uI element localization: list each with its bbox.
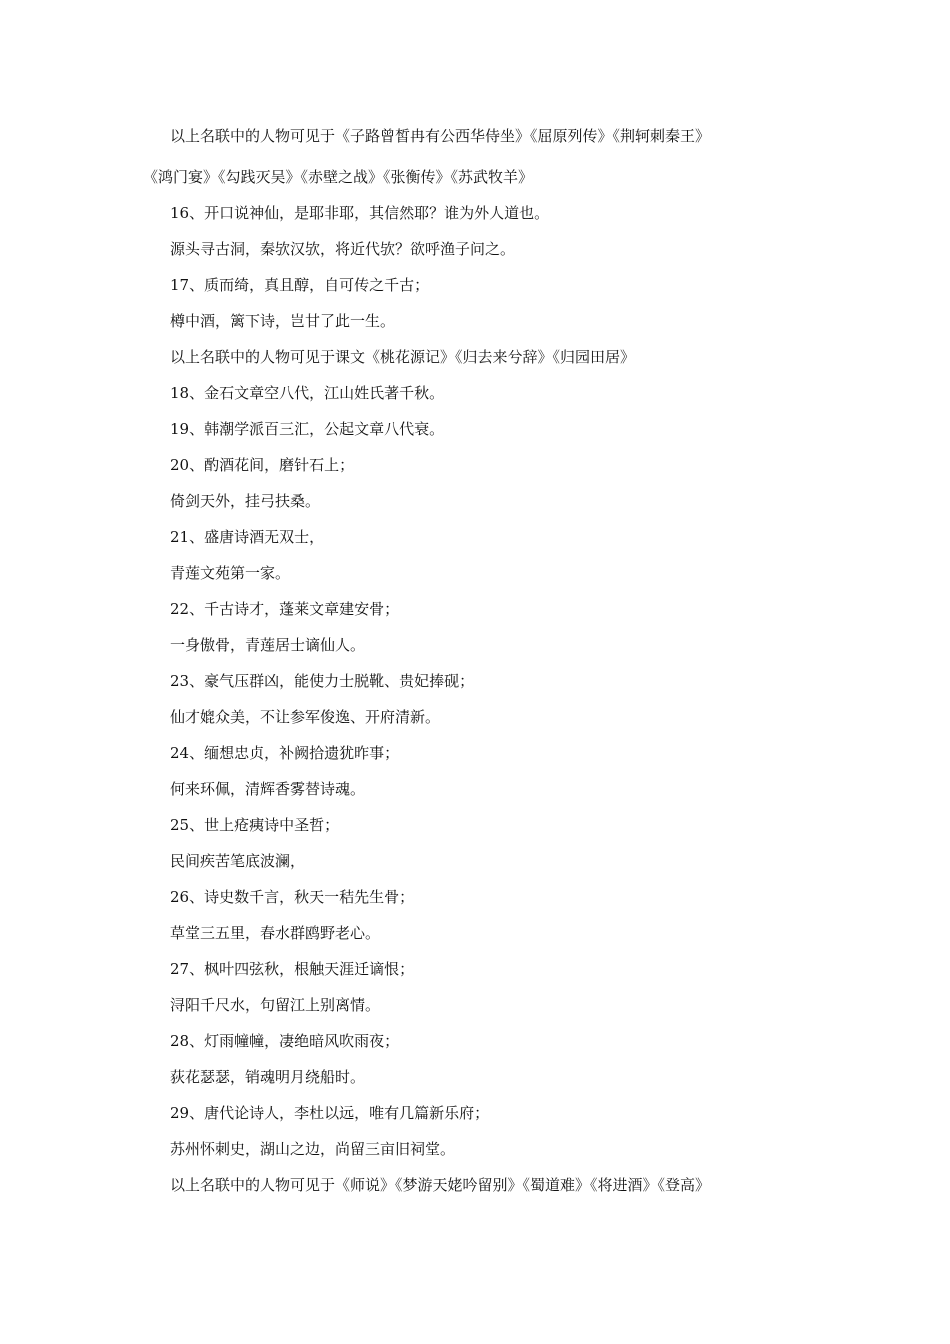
text-line: 倚剑天外，挂弓扶桑。	[170, 492, 321, 510]
text-line: 19、韩潮学派百三汇，公起文章八代衰。	[170, 420, 445, 438]
text-line: 以上名联中的人物可见于课文《桃花源记》《归去来兮辞》《归园田居》	[170, 348, 636, 366]
text-line: 源头寻古洞，秦欤汉欤，将近代欤？欲呼渔子问之。	[170, 240, 516, 258]
text-line: 26、诗史数千言，秋天一秸先生骨；	[170, 888, 415, 906]
text-line: 苏州怀刺史，湖山之边，尚留三亩旧祠堂。	[170, 1140, 456, 1158]
text-line: 浔阳千尺水，句留江上别离情。	[170, 996, 381, 1014]
text-line: 草堂三五里，春水群鸥野老心。	[170, 924, 381, 942]
text-line: 20、酌酒花间，磨针石上；	[170, 456, 355, 474]
text-line: 25、世上疮痍诗中圣哲；	[170, 816, 340, 834]
text-line: 24、缅想忠贞，补阙拾遗犹昨事；	[170, 744, 400, 762]
text-line: 23、豪气压群凶，能使力士脱靴、贵妃捧砚；	[170, 672, 475, 690]
text-line: 17、质而绮，真且醇，自可传之千古；	[170, 276, 430, 294]
text-line: 樽中酒，篱下诗，岂甘了此一生。	[170, 312, 396, 330]
text-line: 以上名联中的人物可见于《子路曾皙冉有公西华侍坐》《屈原列传》《荆轲刺秦王》	[170, 127, 711, 145]
text-line: 22、千古诗才，蓬莱文章建安骨；	[170, 600, 400, 618]
text-line: 27、枫叶四弦秋，根触天涯迁谪恨；	[170, 960, 415, 978]
text-line: 21、盛唐诗酒无双士，	[170, 528, 325, 546]
text-line: 29、唐代论诗人，李杜以远，唯有几篇新乐府；	[170, 1104, 490, 1122]
text-line: 民间疾苦笔底波澜，	[170, 852, 306, 870]
text-line: 一身傲骨，青莲居士谪仙人。	[170, 636, 366, 654]
text-line: 28、灯雨幢幢，凄绝暗风吹雨夜；	[170, 1032, 400, 1050]
text-line: 仙才媲众美，不让参军俊逸、开府清新。	[170, 708, 441, 726]
text-line: 18、金石文章空八代，江山姓氏著千秋。	[170, 384, 445, 402]
text-line: 何来环佩，清辉香雾替诗魂。	[170, 780, 366, 798]
text-line: 以上名联中的人物可见于《师说》《梦游天姥吟留别》《蜀道难》《将进酒》《登高》	[170, 1176, 711, 1194]
text-line: 青莲文苑第一家。	[170, 564, 291, 582]
text-line: 《鸿门宴》《勾践灭吴》《赤壁之战》《张衡传》《苏武牧羊》	[143, 168, 534, 186]
text-line: 荻花瑟瑟，销魂明月绕船时。	[170, 1068, 366, 1086]
text-line: 16、开口说神仙，是耶非耶，其信然耶？谁为外人道也。	[170, 204, 550, 222]
